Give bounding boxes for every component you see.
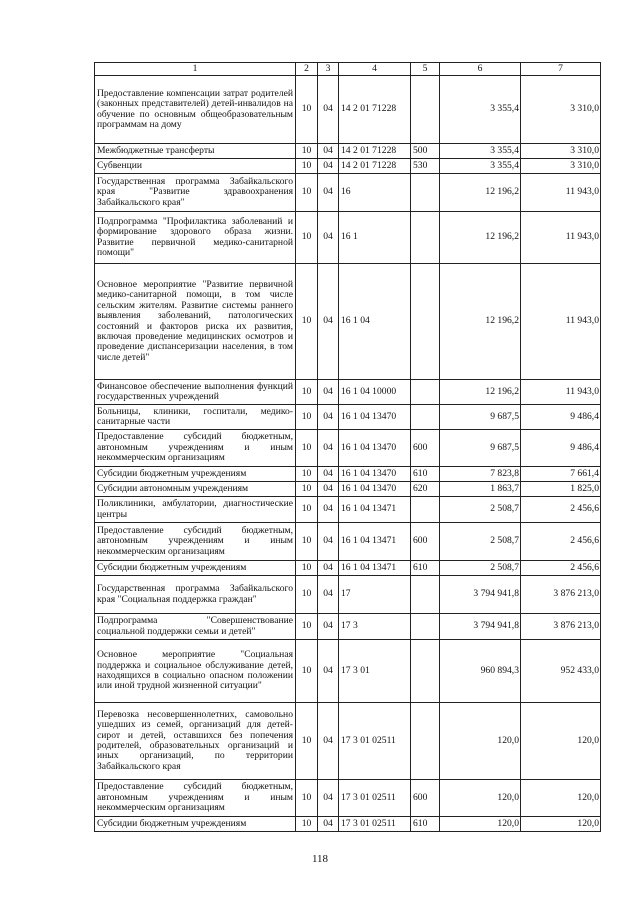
row-section-cell: 10	[296, 640, 318, 703]
row-subsection-cell: 04	[318, 159, 339, 174]
row-value-col7-cell: 120,0	[521, 817, 601, 832]
row-value-col6-cell: 2 508,7	[440, 523, 521, 561]
row-value-col6-cell: 12 196,2	[440, 380, 521, 405]
row-target-article-cell: 17 3 01	[339, 640, 411, 703]
table-row	[95, 264, 601, 380]
row-name-cell: Государственная программа Забайкальского края "Развитие здравоохранения Забайкальского края"	[95, 174, 296, 212]
row-name-cell: Субсидии бюджетным учреждениям	[95, 561, 296, 576]
row-value-col7-cell: 3 310,0	[521, 159, 601, 174]
row-value-col6-cell: 1 863,7	[440, 482, 521, 497]
table-row	[95, 212, 601, 264]
row-section-cell: 10	[296, 76, 318, 144]
row-expense-type-cell	[411, 497, 440, 523]
row-value-col7-cell: 952 433,0	[521, 640, 601, 703]
row-value-col7-cell: 3 310,0	[521, 76, 601, 144]
row-subsection-cell: 04	[318, 144, 339, 159]
row-expense-type-cell: 530	[411, 159, 440, 174]
row-subsection-cell: 04	[318, 497, 339, 523]
row-expense-type-cell	[411, 703, 440, 780]
row-expense-type-cell: 620	[411, 482, 440, 497]
table-row	[95, 614, 601, 640]
row-section-cell: 10	[296, 405, 318, 430]
header-cell: 5	[411, 63, 440, 76]
row-expense-type-cell: 610	[411, 817, 440, 832]
row-expense-type-cell: 600	[411, 780, 440, 817]
row-subsection-cell: 04	[318, 264, 339, 380]
row-section-cell: 10	[296, 561, 318, 576]
row-name-cell: Основное мероприятие "Развитие первичной медико-санитарной помощи, в том числе сельским жителям. Развитие системы раннего выявления заболеваний, патологических состояний и факторов риска их развития, включая проведение медицинских осмотров и проведение диспансеризации населения, в том числе детей"	[95, 264, 296, 380]
row-expense-type-cell: 610	[411, 561, 440, 576]
row-subsection-cell: 04	[318, 212, 339, 264]
row-name-cell: Субвенции	[95, 159, 296, 174]
row-section-cell: 10	[296, 380, 318, 405]
header-cell: 3	[318, 63, 339, 76]
row-subsection-cell: 04	[318, 467, 339, 482]
row-expense-type-cell	[411, 405, 440, 430]
row-target-article-cell: 14 2 01 71228	[339, 144, 411, 159]
table-row	[95, 576, 601, 614]
row-name-cell: Государственная программа Забайкальского края "Социальная поддержка граждан"	[95, 576, 296, 614]
table-row	[95, 703, 601, 780]
row-value-col6-cell: 3 355,4	[440, 159, 521, 174]
row-name-cell: Предоставление компенсации затрат родителей (законных представителей) детей-инвалидов на обучение по основным общеобразовательным программам на дому	[95, 76, 296, 144]
row-name-cell: Межбюджетные трансферты	[95, 144, 296, 159]
row-section-cell: 10	[296, 780, 318, 817]
row-value-col7-cell: 11 943,0	[521, 212, 601, 264]
row-target-article-cell: 16 1 04 10000	[339, 380, 411, 405]
row-value-col6-cell: 3 794 941,8	[440, 614, 521, 640]
table-row	[95, 159, 601, 174]
row-section-cell: 10	[296, 523, 318, 561]
row-value-col7-cell: 11 943,0	[521, 264, 601, 380]
row-value-col7-cell: 7 661,4	[521, 467, 601, 482]
row-value-col7-cell: 11 943,0	[521, 174, 601, 212]
header-cell: 4	[339, 63, 411, 76]
row-value-col6-cell: 3 355,4	[440, 144, 521, 159]
row-expense-type-cell	[411, 264, 440, 380]
row-value-col7-cell: 3 876 213,0	[521, 614, 601, 640]
row-name-cell: Больницы, клиники, госпитали, медико-санитарные части	[95, 405, 296, 430]
row-section-cell: 10	[296, 482, 318, 497]
row-target-article-cell: 16	[339, 174, 411, 212]
row-subsection-cell: 04	[318, 561, 339, 576]
row-target-article-cell: 14 2 01 71228	[339, 159, 411, 174]
row-expense-type-cell: 610	[411, 467, 440, 482]
row-value-col7-cell: 3 310,0	[521, 144, 601, 159]
row-expense-type-cell	[411, 76, 440, 144]
table-row	[95, 497, 601, 523]
table-row	[95, 523, 601, 561]
row-name-cell: Финансовое обеспечение выполнения функций государственных учреждений	[95, 380, 296, 405]
row-value-col7-cell: 2 456,6	[521, 561, 601, 576]
row-name-cell: Поликлиники, амбулатории, диагностические центры	[95, 497, 296, 523]
row-target-article-cell: 17	[339, 576, 411, 614]
page-number: 118	[311, 853, 329, 865]
row-target-article-cell: 17 3 01 02511	[339, 780, 411, 817]
row-name-cell: Подпрограмма "Профилактика заболеваний и формирование здорового образа жизни. Развитие первичной медико-санитарной помощи"	[95, 212, 296, 264]
row-name-cell: Подпрограмма "Совершенствование социальной поддержки семьи и детей"	[95, 614, 296, 640]
row-name-cell: Субсидии бюджетным учреждениям	[95, 467, 296, 482]
row-value-col7-cell: 1 825,0	[521, 482, 601, 497]
row-target-article-cell: 16 1 04 13471	[339, 523, 411, 561]
table-row	[95, 76, 601, 144]
row-value-col6-cell: 12 196,2	[440, 174, 521, 212]
row-section-cell: 10	[296, 212, 318, 264]
row-name-cell: Субсидии бюджетным учреждениям	[95, 817, 296, 832]
row-value-col6-cell: 120,0	[440, 817, 521, 832]
row-value-col6-cell: 9 687,5	[440, 405, 521, 430]
row-value-col6-cell: 120,0	[440, 703, 521, 780]
row-subsection-cell: 04	[318, 817, 339, 832]
table-row	[95, 467, 601, 482]
row-name-cell: Перевозка несовершеннолетних, самовольно ушедших из семей, организаций для детей-сирот и детей, оставшихся без попечения родителей, образовательных организаций и иных организаций, по территории Забайкальского края	[95, 703, 296, 780]
row-expense-type-cell	[411, 640, 440, 703]
header-cell: 1	[95, 63, 296, 76]
row-target-article-cell: 16 1 04 13470	[339, 430, 411, 467]
row-section-cell: 10	[296, 144, 318, 159]
row-target-article-cell: 16 1 04	[339, 264, 411, 380]
row-subsection-cell: 04	[318, 482, 339, 497]
table-row	[95, 561, 601, 576]
row-expense-type-cell	[411, 212, 440, 264]
row-target-article-cell: 16 1 04 13471	[339, 561, 411, 576]
row-subsection-cell: 04	[318, 703, 339, 780]
row-value-col6-cell: 12 196,2	[440, 212, 521, 264]
row-value-col7-cell: 9 486,4	[521, 405, 601, 430]
row-target-article-cell: 17 3	[339, 614, 411, 640]
row-name-cell: Основное мероприятие "Социальная поддержка и социальное обслуживание детей, находящихся в социально опасном положении или иной трудной жизненной ситуации"	[95, 640, 296, 703]
row-target-article-cell: 17 3 01 02511	[339, 817, 411, 832]
row-subsection-cell: 04	[318, 523, 339, 561]
row-subsection-cell: 04	[318, 76, 339, 144]
row-section-cell: 10	[296, 703, 318, 780]
row-target-article-cell: 16 1 04 13470	[339, 405, 411, 430]
row-value-col6-cell: 9 687,5	[440, 430, 521, 467]
row-section-cell: 10	[296, 159, 318, 174]
table-row	[95, 780, 601, 817]
row-expense-type-cell	[411, 174, 440, 212]
table-row	[95, 640, 601, 703]
row-value-col7-cell: 2 456,6	[521, 523, 601, 561]
table-row	[95, 380, 601, 405]
header-cell: 6	[440, 63, 521, 76]
row-value-col6-cell: 960 894,3	[440, 640, 521, 703]
row-subsection-cell: 04	[318, 430, 339, 467]
row-target-article-cell: 17 3 01 02511	[339, 703, 411, 780]
row-value-col6-cell: 12 196,2	[440, 264, 521, 380]
row-value-col7-cell: 120,0	[521, 780, 601, 817]
row-section-cell: 10	[296, 264, 318, 380]
row-value-col6-cell: 2 508,7	[440, 497, 521, 523]
row-name-cell: Предоставление субсидий бюджетным, автономным учреждениям и иным некоммерческим организациям	[95, 780, 296, 817]
row-subsection-cell: 04	[318, 380, 339, 405]
row-value-col6-cell: 2 508,7	[440, 561, 521, 576]
row-name-cell: Субсидии автономным учреждениям	[95, 482, 296, 497]
table-row	[95, 482, 601, 497]
row-section-cell: 10	[296, 817, 318, 832]
row-target-article-cell: 16 1 04 13470	[339, 467, 411, 482]
row-target-article-cell: 16 1 04 13471	[339, 497, 411, 523]
table-row	[95, 817, 601, 832]
table-row	[95, 430, 601, 467]
row-value-col6-cell: 3 355,4	[440, 76, 521, 144]
header-cell: 2	[296, 63, 318, 76]
row-value-col7-cell: 3 876 213,0	[521, 576, 601, 614]
row-section-cell: 10	[296, 174, 318, 212]
row-name-cell: Предоставление субсидий бюджетным, автономным учреждениям и иным некоммерческим организациям	[95, 430, 296, 467]
table-row	[95, 144, 601, 159]
row-target-article-cell: 14 2 01 71228	[339, 76, 411, 144]
row-value-col7-cell: 11 943,0	[521, 380, 601, 405]
row-subsection-cell: 04	[318, 405, 339, 430]
row-expense-type-cell	[411, 380, 440, 405]
row-value-col7-cell: 9 486,4	[521, 430, 601, 467]
table-row	[95, 174, 601, 212]
row-target-article-cell: 16 1 04 13470	[339, 482, 411, 497]
row-subsection-cell: 04	[318, 576, 339, 614]
row-value-col6-cell: 7 823,8	[440, 467, 521, 482]
row-target-article-cell: 16 1	[339, 212, 411, 264]
budget-table	[94, 62, 601, 832]
row-expense-type-cell: 500	[411, 144, 440, 159]
row-section-cell: 10	[296, 430, 318, 467]
row-section-cell: 10	[296, 576, 318, 614]
row-subsection-cell: 04	[318, 174, 339, 212]
row-name-cell: Предоставление субсидий бюджетным, автономным учреждениям и иным некоммерческим организациям	[95, 523, 296, 561]
row-expense-type-cell	[411, 576, 440, 614]
table-header-row	[95, 63, 601, 76]
row-expense-type-cell	[411, 614, 440, 640]
row-value-col6-cell: 3 794 941,8	[440, 576, 521, 614]
row-value-col7-cell: 120,0	[521, 703, 601, 780]
row-value-col7-cell: 2 456,6	[521, 497, 601, 523]
row-expense-type-cell: 600	[411, 523, 440, 561]
row-subsection-cell: 04	[318, 780, 339, 817]
row-subsection-cell: 04	[318, 640, 339, 703]
row-subsection-cell: 04	[318, 614, 339, 640]
header-cell: 7	[521, 63, 601, 76]
table-row	[95, 405, 601, 430]
row-section-cell: 10	[296, 614, 318, 640]
row-expense-type-cell: 600	[411, 430, 440, 467]
row-value-col6-cell: 120,0	[440, 780, 521, 817]
table-body	[95, 63, 601, 832]
row-section-cell: 10	[296, 497, 318, 523]
row-section-cell: 10	[296, 467, 318, 482]
